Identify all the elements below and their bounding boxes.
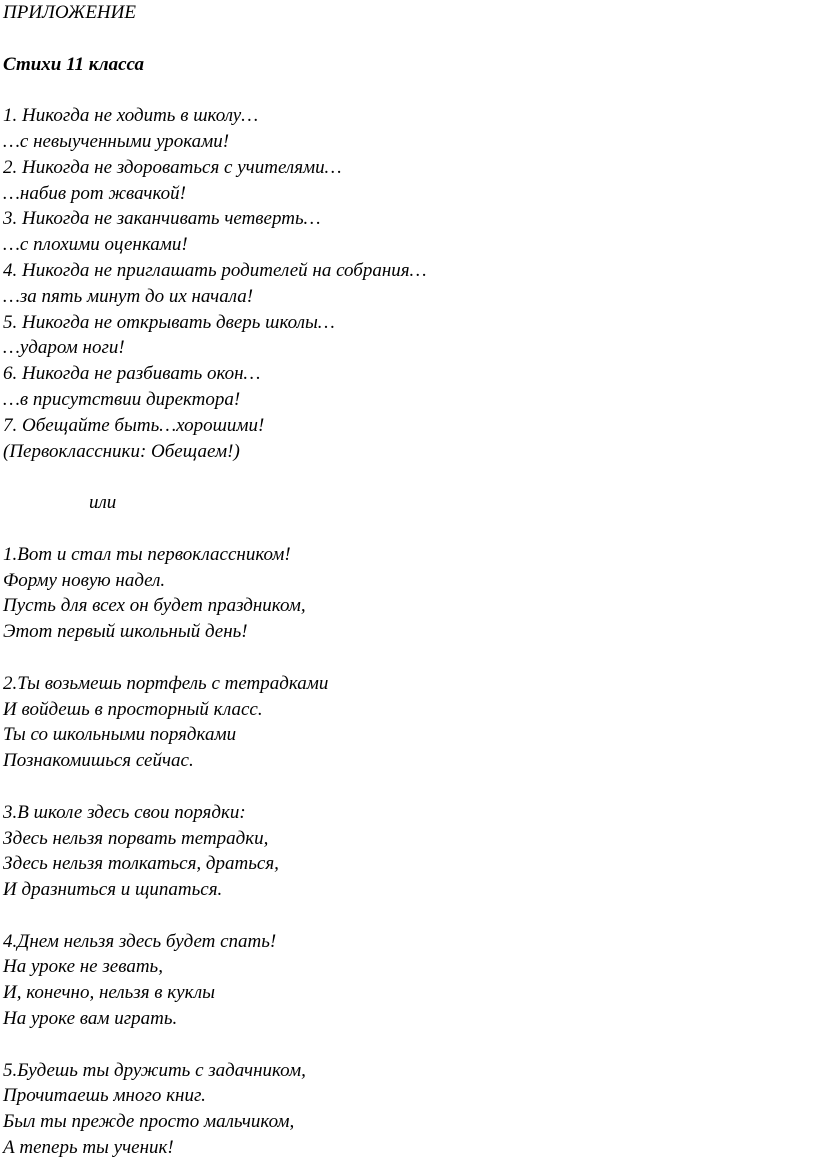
poem-line: Здесь нельзя порвать тетрадки, xyxy=(3,827,269,849)
promise-line: …за пять минут до их начала! xyxy=(3,285,254,307)
promise-line: …с невыученными уроками! xyxy=(3,130,230,152)
poem-line: Ты со школьными порядками xyxy=(3,724,237,746)
blank-line xyxy=(3,26,803,52)
promise-line: 6. Никогда не разбивать окон… xyxy=(3,363,261,385)
appendix-heading: ПРИЛОЖЕНИЕ xyxy=(3,2,136,23)
poem-line: А теперь ты ученик! xyxy=(3,1137,174,1159)
promise-line: (Первоклассники: Обещаем!) xyxy=(3,440,240,462)
promise-line: 1. Никогда не ходить в школу… xyxy=(3,105,259,127)
page-title: Стихи 11 класса xyxy=(3,53,144,75)
poem-line: И войдешь в просторный класс. xyxy=(3,698,263,720)
poem-line: 1.Вот и стал ты первоклассником! xyxy=(3,543,291,565)
poem-line: И, конечно, нельзя в куклы xyxy=(3,982,216,1004)
poem-stanza xyxy=(3,671,803,774)
promise-line: 2. Никогда не здороваться с учителями… xyxy=(3,156,342,178)
poem-stanza xyxy=(3,929,803,1032)
promise-line: …с плохими оценками! xyxy=(3,234,188,256)
poem-line: 4.Днем нельзя здесь будет спать! xyxy=(3,930,277,952)
poem-line: Прочитаешь много книг. xyxy=(3,1085,206,1107)
poem-line: Пусть для всех он будет праздником, xyxy=(3,595,306,617)
blank-line xyxy=(3,903,803,929)
promise-line: …ударом ноги! xyxy=(3,337,125,359)
promise-line: 7. Обещайте быть…хорошими! xyxy=(3,414,265,436)
promise-line: 3. Никогда не заканчивать четверть… xyxy=(3,208,321,230)
poem-line: 3.В школе здесь свои порядки: xyxy=(3,801,246,823)
promises-list xyxy=(3,103,803,464)
blank-line xyxy=(3,516,803,542)
poem-stanza xyxy=(3,800,803,903)
promise-line: …набив рот жвачкой! xyxy=(3,182,186,204)
poem-line: Здесь нельзя толкаться, драться, xyxy=(3,853,279,875)
blank-line xyxy=(3,464,803,490)
poem-line: 5.Будешь ты дружить с задачником, xyxy=(3,1059,306,1081)
promise-line: 4. Никогда не приглашать родителей на собрания… xyxy=(3,259,427,281)
poem-line: Был ты прежде просто мальчиком, xyxy=(3,1111,295,1133)
poem-line: Форму новую надел. xyxy=(3,569,166,591)
poem-line: На уроке не зевать, xyxy=(3,956,163,978)
blank-line xyxy=(3,774,803,800)
poem-line: Этот первый школьный день! xyxy=(3,621,248,643)
poem-line: Познакомишься сейчас. xyxy=(3,750,194,772)
poem-line: 2.Ты возьмешь портфель с тетрадками xyxy=(3,672,329,694)
blank-line xyxy=(3,77,803,103)
poem-stanza xyxy=(3,1058,803,1161)
promise-line: 5. Никогда не открывать дверь школы… xyxy=(3,311,335,333)
document-page xyxy=(3,0,803,1161)
promise-line: …в присутствии директора! xyxy=(3,388,241,410)
poem-line: На уроке вам играть. xyxy=(3,1008,178,1030)
blank-line xyxy=(3,1032,803,1058)
poem-line: И дразниться и щипаться. xyxy=(3,879,223,901)
blank-line xyxy=(3,645,803,671)
separator-text: или xyxy=(89,492,117,514)
poem-stanza xyxy=(3,542,803,645)
